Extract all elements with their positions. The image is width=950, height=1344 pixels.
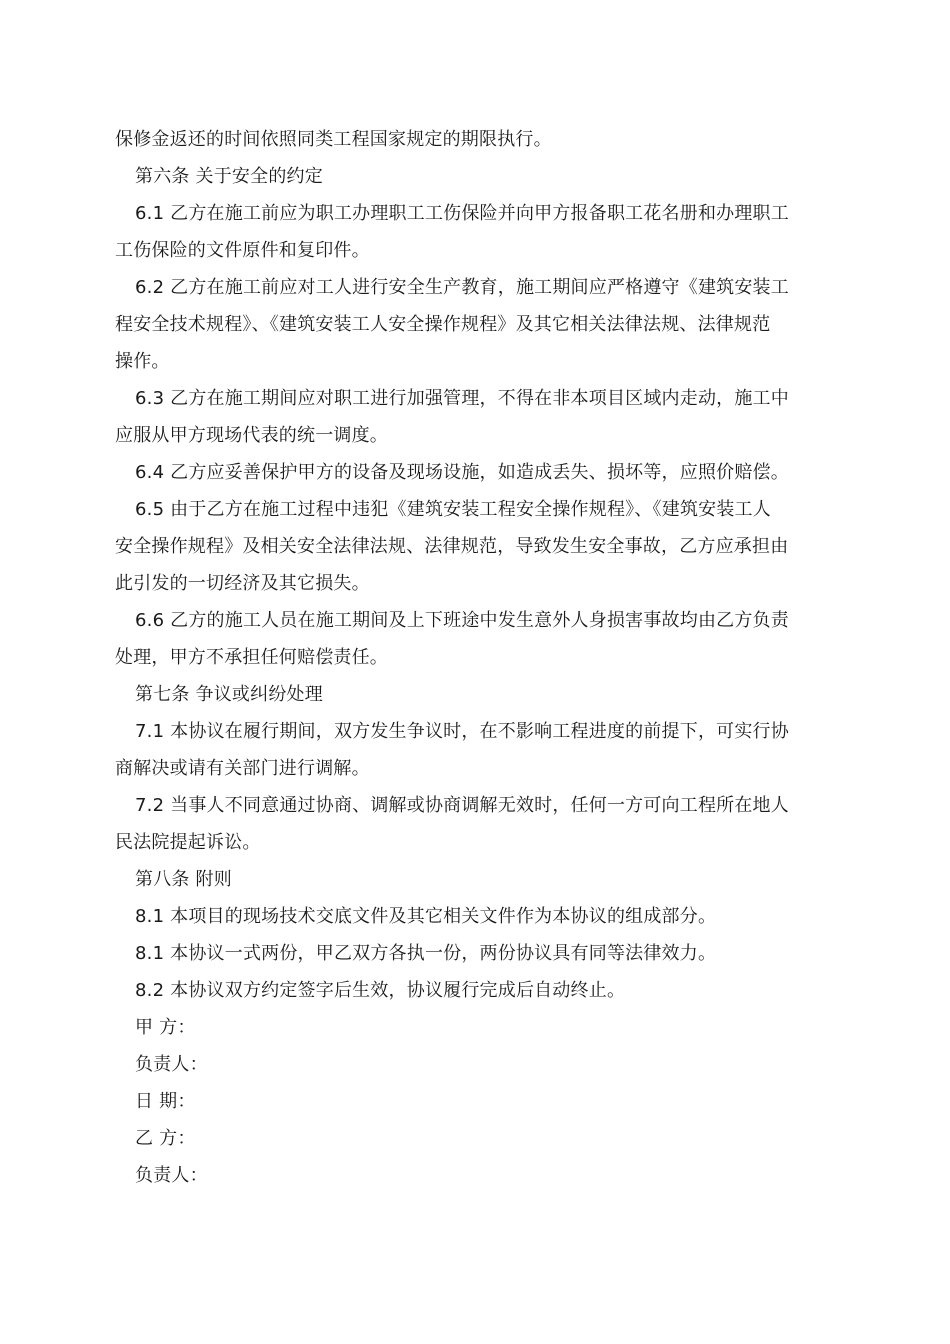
- text-line: 保修金返还的时间依照同类工程国家规定的期限执行。: [115, 129, 552, 150]
- party-a-label: 甲 方：: [135, 1017, 196, 1038]
- section-heading-6: 第六条 关于安全的约定: [135, 166, 323, 187]
- clause-6-4: 6.4 乙方应妥善保护甲方的设备及现场设施，如造成丢失、损坏等，应照价赔偿。: [135, 462, 789, 483]
- text-line: 程安全技术规程》、《建筑安装工人安全操作规程》及其它相关法律法规、法律规范: [115, 314, 771, 335]
- text-line: 应服从甲方现场代表的统一调度。: [115, 425, 388, 446]
- clause-6-2: 6.2 乙方在施工前应对工人进行安全生产教育，施工期间应严格遵守《建筑安装工: [135, 277, 789, 298]
- text-line: 工伤保险的文件原件和复印件。: [115, 240, 370, 261]
- clause-8-1: 8.1 本项目的现场技术交底文件及其它相关文件作为本协议的组成部分。: [135, 906, 717, 927]
- clause-7-1: 7.1 本协议在履行期间，双方发生争议时，在不影响工程进度的前提下，可实行协: [135, 721, 789, 742]
- clause-8-2: 8.2 本协议双方约定签字后生效，协议履行完成后自动终止。: [135, 980, 626, 1001]
- text-line: 安全操作规程》及相关安全法律法规、法律规范，导致发生安全事故，乙方应承担由: [115, 536, 789, 557]
- text-line: 民法院提起诉讼。: [115, 832, 261, 853]
- document-page: [115, 121, 837, 1194]
- party-a-responsible-label: 负责人：: [135, 1054, 208, 1075]
- text-line: 操作。: [115, 351, 170, 372]
- text-line: 处理，甲方不承担任何赔偿责任。: [115, 647, 388, 668]
- clause-6-3: 6.3 乙方在施工期间应对职工进行加强管理，不得在非本项目区域内走动，施工中: [135, 388, 789, 409]
- clause-8-1-copies: 8.1 本协议一式两份，甲乙双方各执一份，两份协议具有同等法律效力。: [135, 943, 717, 964]
- clause-6-6: 6.6 乙方的施工人员在施工期间及上下班途中发生意外人身损害事故均由乙方负责: [135, 610, 789, 631]
- party-b-label: 乙 方：: [135, 1128, 196, 1149]
- clause-6-5: 6.5 由于乙方在施工过程中违犯《建筑安装工程安全操作规程》、《建筑安装工人: [135, 499, 771, 520]
- text-line: 此引发的一切经济及其它损失。: [115, 573, 370, 594]
- clause-7-2: 7.2 当事人不同意通过协商、调解或协商调解无效时，任何一方可向工程所在地人: [135, 795, 789, 816]
- section-heading-8: 第八条 附则: [135, 869, 232, 890]
- text-line: 商解决或请有关部门进行调解。: [115, 758, 370, 779]
- clause-6-1: 6.1 乙方在施工前应为职工办理职工工伤保险并向甲方报备职工花名册和办理职工: [135, 203, 789, 224]
- date-label: 日 期：: [135, 1091, 196, 1112]
- section-heading-7: 第七条 争议或纠纷处理: [135, 684, 323, 705]
- party-b-responsible-label: 负责人：: [135, 1165, 208, 1186]
